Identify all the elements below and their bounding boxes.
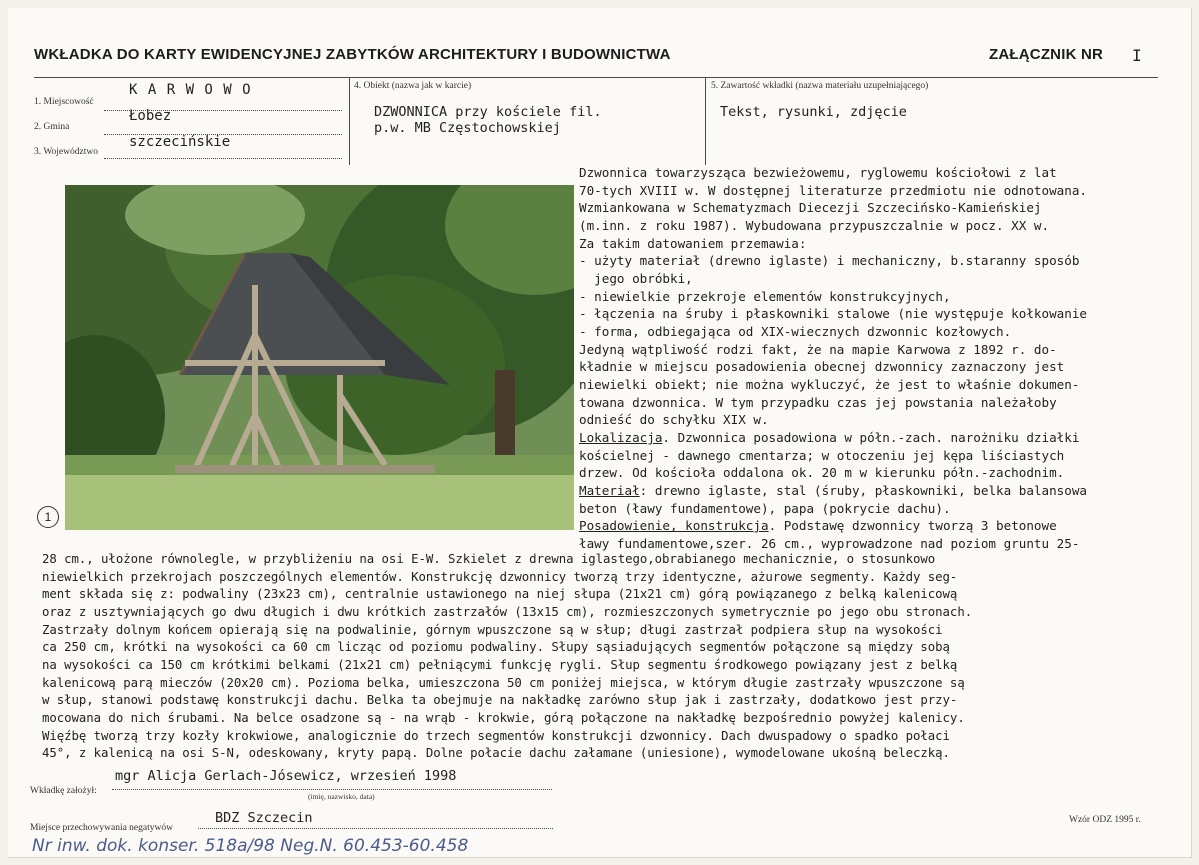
header-divider-1 [349,77,350,165]
document-page [8,8,1192,858]
handwritten-inventory-note: Nr inw. dok. konser. 518a/98 Neg.N. 60.453-60.458 [32,836,469,856]
author-sublabel: (imię, nazwisko, data) [308,792,375,801]
attachment-number: I [1132,46,1142,65]
attachment-label: ZAŁĄCZNIK NR [989,46,1104,63]
object-line-2: p.w. MB Częstochowskiej [374,120,561,136]
photo-number-circle: 1 [37,506,59,528]
object-label: 4. Obiekt (nazwa jak w karcie) [354,81,472,91]
location-text: . Dzwonnica posadowiona w półn.-zach. narożniku działki [662,430,1080,445]
location-section [579,429,1079,447]
construction-text-rest: ławy fundamentowe,szer. 26 cm., wyprowadzone nad poziom gruntu 25- [579,536,1080,551]
construction-section [579,517,1057,535]
belfry-photo [65,185,574,530]
storage-line [198,828,553,829]
province-label: 3. Województwo [34,147,98,157]
commune-value: Łobez [129,108,172,124]
construction-heading: Posadowienie, konstrukcja [579,518,769,534]
contents-value: Tekst, rysunki, zdjęcie [720,104,907,120]
author-label: Wkładkę założył: [30,786,97,796]
place-label: 1. Miejscowość [34,97,94,107]
province-value: szczecińskie [129,134,231,150]
material-text-rest: beton (ławy fundamentowe), papa (pokrycie dachu). [579,500,951,516]
description-full-width: 28 cm., ułożone równolegle, w przybliżeniu na osi E-W. Szkielet z drewna iglastego,obrabianego mechanicznie, o stosunkowo niewielkich przekrojach poszczególnych elementów. Konstrukcję dzwonnicy tworzą trzy identyczne, ażurowe segmenty. Każdy seg- ment składa się z: podwaliny (23x23 cm), centralnie ustawionego na niej słupa (21x21 cm) górą powiązanego z belką kalenicową oraz z usztywniających go dwu długich i dwu krótkich zastrzałów (13x15 cm), rozmieszczonych symetrycznie po jego obu stronach. Zastrzały dolnym końcem opierają się na podwalinie, górnym wpuszczone są w słup; długi zastrzał podpiera słup na wysokości ca 250 cm, krótki na wysokości ca 60 cm licząc od poziomu podwaliny. Słupy sąsiadujących segmentów połączone są między sobą na wysokości ca 150 cm krótkimi belkami (21x21 cm) pełniącymi funkcję rygli. Słup segmentu środkowego powiązany jest z belką kalenicową parą mieczów (20x20 cm). Pozioma belka, umieszczona 50 cm poniżej miejsca, w którym długie zastrzały wpuszczone są w słup, stanowi podstawę konstrukcji dachu. Belka ta obejmuje na nakładkę zarówno słup jak i zastrzały, dodatkowo jest przy- mocowana do nich śrubami. Na belce osadzone są - na wrąb - krokwie, górą połączone na nakładkę bezpośrednio powyżej kalenicy. Więźbę tworzą trzy kozły krokwiowe, analogicznie do trzech segmentów konstrukcji dzwonnicy. Dach dwuspadowy o spadko połaci 45°, z kalenicą na osi S-N, odeskowany, kryty papą. Dolne połacie dachu załamane (uniesione), wymodelowane ukośną beleczką. [42,552,973,761]
description-right-column: Dzwonnica towarzysząca bezwieżowemu, ryglowemu kościołowi z lat 70-tych XVIII w. W dostępnej literaturze przedmiotu nie odnotowana. Wzmiankowana w Schematyzmach Diecezji Szczecińsko-Kamieńskiej (m.inn. z roku 1987). Wybudowana przypuszczalnie w pocz. XX w. Za takim datowaniem przemawia: - użyty materiał (drewno iglaste) i mechaniczny, b.staranny sposób jego obróbki, - niewielkie przekroje elementów konstrukcyjnych, - łączenia na śruby i płaskowniki stalowe (nie występuje kołkowanie - forma, odbiegająca od XIX-wiecznych dzwonnic kozłowych. Jedyną wątpliwość rodzi fakt, że na mapie Karwowa z 1892 r. do- kładnie w miejscu posadowienia obecnej dzwonnicy zaznaczony jest niewielki obiekt; nie można wykluczyć, że jest to właśnie dokumen- towana dzwonnica. W tym przypadku czas jej powstania należałoby odnieść do schyłku XIX w. [579,165,1087,428]
location-heading: Lokalizacja [579,430,663,445]
storage-label: Miejsce przechowywania negatywów [30,823,173,833]
place-value: K A R W O W O [129,82,252,98]
material-text: : drewno iglaste, stal (śruby, płaskowniki, belka balansowa [639,483,1088,498]
contents-label: 5. Zawartość wkładki (nazwa materiału uzupełniającego) [711,81,929,91]
author-line [112,789,552,790]
commune-label: 2. Gmina [34,122,70,132]
form-version: Wzór ODZ 1995 r. [1069,815,1141,825]
construction-text: . Podstawę dzwonnicy tworzą 3 betonowe [768,518,1057,534]
object-line-1: DZWONNICA przy kościele fil. [374,104,602,120]
document-title: WKŁADKA DO KARTY EWIDENCYJNEJ ZABYTKÓW ARCHITEKTURY I BUDOWNICTWA [34,46,671,63]
header-top-line [34,77,1158,78]
location-text-rest: kościelnej - dawnego cmentarza; w otoczeniu jej kępa liściastych drzew. Od kościoła oddalona ok. 20 m w kierunku półn.-zachodnim. [579,447,1065,481]
storage-value: BDZ Szczecin [215,810,313,826]
belfry-photo-image [65,185,574,530]
material-section [579,482,1087,500]
material-heading: Materiał [579,483,640,498]
author-value: mgr Alicja Gerlach-Jósewicz, wrzesień 1998 [115,768,457,784]
province-line [104,158,342,159]
header-divider-2 [705,77,706,165]
